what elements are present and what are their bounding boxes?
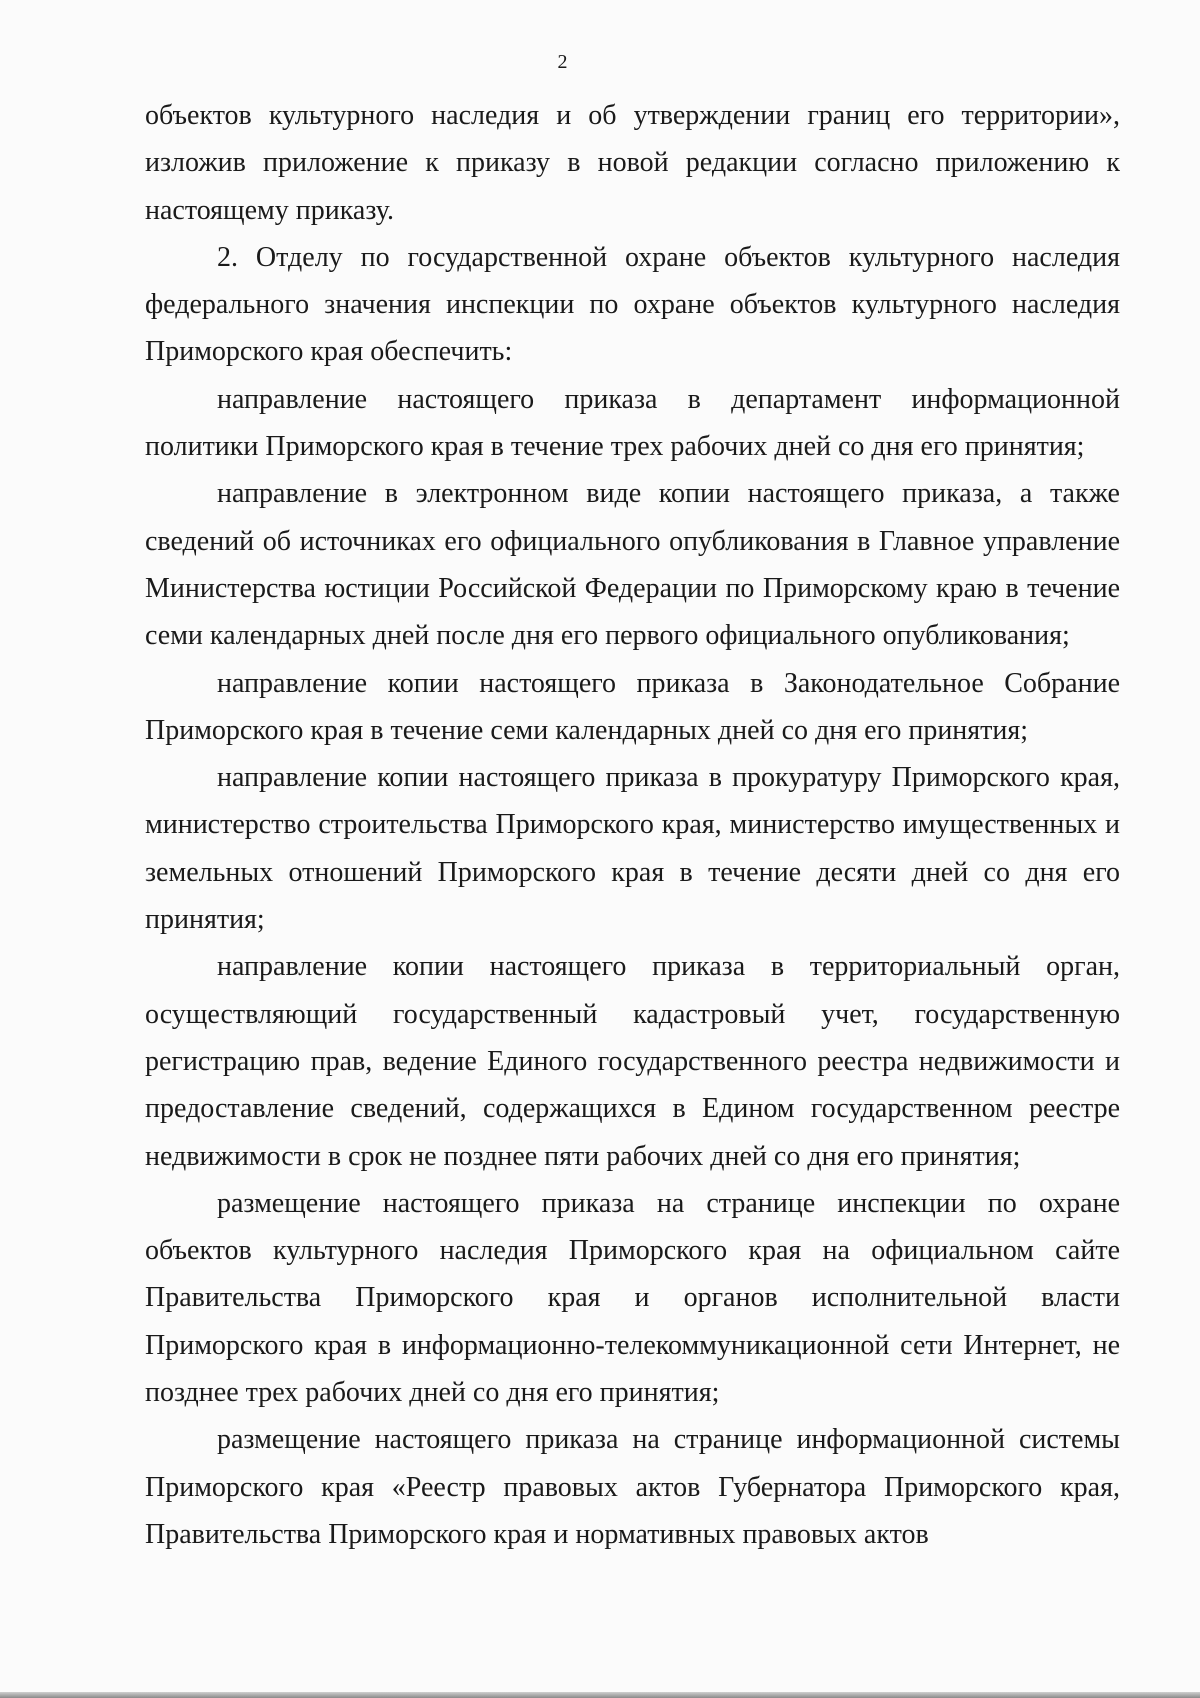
paragraph-website: размещение настоящего приказа на странице инспекции по охране объектов культурного наследия Приморского края на официальном сайте Правительства Приморского края и органов исполнительной власти Приморского края в информационно-телекоммуникационной сети Интернет, не позднее трех рабочих дней со дня его принятия; (145, 1187, 1120, 1409)
scan-bottom-edge (0, 1692, 1200, 1698)
paragraph-item-2: 2. Отделу по государственной охране объектов культурного наследия федерального значения инспекции по охране объектов культурного наследия Приморского края обеспечить: (145, 241, 1120, 368)
page-number: 2 (557, 51, 568, 73)
paragraph-registry: размещение настоящего приказа на странице информационной системы Приморского края «Реестр правовых актов Губернатора Приморского края, Правительства Приморского края и нормативных правовых актов (145, 1424, 1120, 1550)
paragraph-ministry-justice: направление в электронном виде копии настоящего приказа, а также сведений об источниках его официального опубликования в Главное управление Министерства юстиции Российской Федерации по Приморскому краю в течение семи календарных дней после дня его первого официального опубликования; (145, 478, 1120, 652)
paragraph-info-policy: направление настоящего приказа в департамент информационной политики Приморского края в течение трех рабочих дней со дня его принятия; (145, 383, 1120, 463)
paragraph-legislative-assembly: направление копии настоящего приказа в Законодательное Собрание Приморского края в течение семи календарных дней со дня его принятия; (145, 667, 1120, 746)
paragraph-cadastral: направление копии настоящего приказа в территориальный орган, осуществляющий государственный кадастровый учет, государственную регистрацию прав, ведение Единого государственного реестра недвижимости и предоставление сведений, содержащихся в Едином государственном реестре недвижимости в срок не позднее пяти рабочих дней со дня его принятия; (145, 951, 1120, 1172)
document-body (145, 92, 1120, 1558)
paragraph-continuation: объектов культурного наследия и об утверждении границ его территории», изложив приложение к приказу в новой редакции согласно приложению к настоящему приказу. (145, 100, 1120, 226)
paragraph-prosecutor: направление копии настоящего приказа в прокуратуру Приморского края, министерство строительства Приморского края, министерство имущественных и земельных отношений Приморского края в течение десяти дней со дня его принятия; (145, 762, 1120, 936)
